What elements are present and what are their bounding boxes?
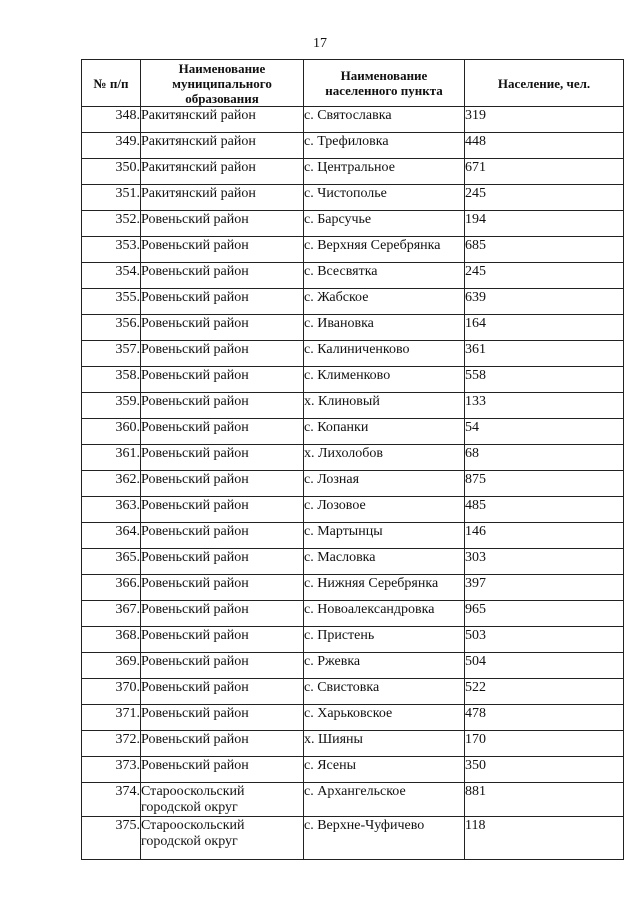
table-row [82, 523, 624, 549]
population-cell: 319 [465, 107, 624, 133]
settlement-cell: с. Мартынцы [304, 523, 465, 549]
table-row [82, 211, 624, 237]
municipality-cell: Ровеньский район [141, 497, 304, 523]
population-cell: 350 [465, 757, 624, 783]
municipality-cell: Ровеньский район [141, 523, 304, 549]
population-cell: 245 [465, 263, 624, 289]
population-cell: 875 [465, 471, 624, 497]
table-row [82, 783, 624, 817]
municipality-cell: Ракитянский район [141, 185, 304, 211]
population-cell: 639 [465, 289, 624, 315]
row-number: 355. [82, 289, 141, 315]
settlement-cell: с. Ивановка [304, 315, 465, 341]
municipality-cell: Ровеньский район [141, 393, 304, 419]
row-number: 353. [82, 237, 141, 263]
row-number: 351. [82, 185, 141, 211]
table-row [82, 237, 624, 263]
row-number: 370. [82, 679, 141, 705]
row-number: 349. [82, 133, 141, 159]
settlement-cell: с. Центральное [304, 159, 465, 185]
municipality-cell: Ровеньский район [141, 211, 304, 237]
settlement-cell: с. Верхне-Чуфичево [304, 817, 465, 860]
table-row [82, 549, 624, 575]
settlement-cell: с. Лозная [304, 471, 465, 497]
municipality-cell: Ровеньский район [141, 705, 304, 731]
settlement-cell: х. Клиновый [304, 393, 465, 419]
population-cell: 478 [465, 705, 624, 731]
header-num: № п/п [82, 60, 141, 107]
population-cell: 558 [465, 367, 624, 393]
header-population: Население, чел. [465, 60, 624, 107]
municipality-cell: Старооскольский городской округ [141, 783, 304, 817]
settlement-cell: с. Святославка [304, 107, 465, 133]
population-cell: 164 [465, 315, 624, 341]
population-cell: 133 [465, 393, 624, 419]
population-cell: 194 [465, 211, 624, 237]
row-number: 348. [82, 107, 141, 133]
table-row [82, 289, 624, 315]
population-cell: 485 [465, 497, 624, 523]
settlement-cell: с. Свистовка [304, 679, 465, 705]
settlement-cell: с. Пристень [304, 627, 465, 653]
table-header-row [82, 60, 624, 107]
table-row [82, 757, 624, 783]
row-number: 364. [82, 523, 141, 549]
page-number: 17 [313, 36, 327, 51]
row-number: 358. [82, 367, 141, 393]
population-cell: 118 [465, 817, 624, 860]
population-cell: 522 [465, 679, 624, 705]
table-row [82, 107, 624, 133]
row-number: 367. [82, 601, 141, 627]
municipality-cell: Ровеньский район [141, 627, 304, 653]
row-number: 375. [82, 817, 141, 860]
table-row [82, 497, 624, 523]
population-cell: 68 [465, 445, 624, 471]
settlement-cell: с. Трефиловка [304, 133, 465, 159]
row-number: 371. [82, 705, 141, 731]
table-row [82, 731, 624, 757]
table-row [82, 367, 624, 393]
municipality-cell: Ровеньский район [141, 289, 304, 315]
table-row [82, 341, 624, 367]
population-cell: 303 [465, 549, 624, 575]
settlement-cell: с. Чистополье [304, 185, 465, 211]
row-number: 354. [82, 263, 141, 289]
settlement-cell: с. Харьковское [304, 705, 465, 731]
municipality-cell: Ровеньский район [141, 731, 304, 757]
table-row [82, 445, 624, 471]
municipality-cell: Ровеньский район [141, 549, 304, 575]
municipality-cell: Ровеньский район [141, 575, 304, 601]
header-municipality: Наименование муниципального образования [141, 60, 304, 107]
table-row [82, 601, 624, 627]
population-cell: 671 [465, 159, 624, 185]
table-body [82, 107, 624, 860]
municipality-cell: Ровеньский район [141, 263, 304, 289]
population-cell: 361 [465, 341, 624, 367]
municipality-cell: Ровеньский район [141, 471, 304, 497]
table-row [82, 653, 624, 679]
row-number: 350. [82, 159, 141, 185]
municipality-cell: Ракитянский район [141, 133, 304, 159]
municipality-cell: Ровеньский район [141, 601, 304, 627]
municipality-cell: Ровеньский район [141, 367, 304, 393]
municipality-cell: Ракитянский район [141, 159, 304, 185]
population-cell: 448 [465, 133, 624, 159]
row-number: 369. [82, 653, 141, 679]
municipality-cell: Ровеньский район [141, 419, 304, 445]
settlement-cell: с. Ржевка [304, 653, 465, 679]
row-number: 356. [82, 315, 141, 341]
settlement-cell: с. Нижняя Серебрянка [304, 575, 465, 601]
population-cell: 397 [465, 575, 624, 601]
row-number: 352. [82, 211, 141, 237]
municipality-cell: Ровеньский район [141, 679, 304, 705]
row-number: 366. [82, 575, 141, 601]
row-number: 360. [82, 419, 141, 445]
row-number: 372. [82, 731, 141, 757]
settlement-cell: с. Жабское [304, 289, 465, 315]
table-row [82, 817, 624, 860]
population-cell: 503 [465, 627, 624, 653]
table-row [82, 627, 624, 653]
row-number: 374. [82, 783, 141, 817]
row-number: 363. [82, 497, 141, 523]
municipality-cell: Старооскольский городской округ [141, 817, 304, 860]
municipality-cell: Ровеньский район [141, 757, 304, 783]
row-number: 357. [82, 341, 141, 367]
table-row [82, 315, 624, 341]
settlement-cell: с. Архангельское [304, 783, 465, 817]
population-cell: 54 [465, 419, 624, 445]
row-number: 368. [82, 627, 141, 653]
header-settlement: Наименование населенного пункта [304, 60, 465, 107]
settlements-table [81, 59, 624, 860]
table-row [82, 575, 624, 601]
municipality-cell: Ровеньский район [141, 341, 304, 367]
population-cell: 685 [465, 237, 624, 263]
table-row [82, 471, 624, 497]
settlement-cell: с. Лозовое [304, 497, 465, 523]
table-row [82, 185, 624, 211]
settlement-cell: с. Всесвятка [304, 263, 465, 289]
settlement-cell: с. Новоалександровка [304, 601, 465, 627]
table-row [82, 419, 624, 445]
table-row [82, 679, 624, 705]
table-row [82, 133, 624, 159]
table-row [82, 159, 624, 185]
settlement-cell: с. Ясены [304, 757, 465, 783]
table-row [82, 263, 624, 289]
row-number: 359. [82, 393, 141, 419]
settlement-cell: с. Клименково [304, 367, 465, 393]
municipality-cell: Ровеньский район [141, 237, 304, 263]
population-cell: 504 [465, 653, 624, 679]
population-cell: 170 [465, 731, 624, 757]
settlement-cell: с. Верхняя Серебрянка [304, 237, 465, 263]
population-cell: 146 [465, 523, 624, 549]
row-number: 361. [82, 445, 141, 471]
municipality-cell: Ровеньский район [141, 653, 304, 679]
row-number: 373. [82, 757, 141, 783]
settlement-cell: с. Масловка [304, 549, 465, 575]
row-number: 365. [82, 549, 141, 575]
municipality-cell: Ровеньский район [141, 315, 304, 341]
population-cell: 881 [465, 783, 624, 817]
table-row [82, 705, 624, 731]
settlement-cell: с. Копанки [304, 419, 465, 445]
population-cell: 245 [465, 185, 624, 211]
table-row [82, 393, 624, 419]
row-number: 362. [82, 471, 141, 497]
population-cell: 965 [465, 601, 624, 627]
settlement-cell: с. Калиниченково [304, 341, 465, 367]
municipality-cell: Ракитянский район [141, 107, 304, 133]
settlement-cell: х. Лихолобов [304, 445, 465, 471]
municipality-cell: Ровеньский район [141, 445, 304, 471]
settlement-cell: с. Барсучье [304, 211, 465, 237]
settlement-cell: х. Шияны [304, 731, 465, 757]
